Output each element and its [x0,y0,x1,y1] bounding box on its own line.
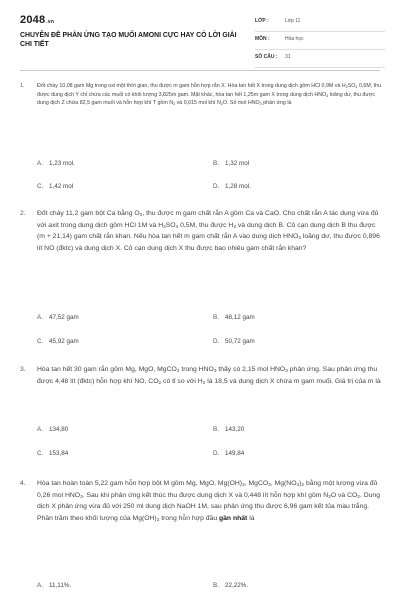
option-text: 50,72 gam [225,338,255,345]
option-letter: A. [37,582,43,589]
option-letter: D. [213,338,220,345]
question-number: 3. [20,366,26,373]
question-text: Hòa tan hết 30 gam rắn gồm Mg, MgO, MgCO$_3$ trong $HNO_3$ thấy có 2,15 mol $HNO_3$ phản ứng. Sau phản ứng thu được 4,48 lít (đktc) hỗn hợp khí NO, $CO_2$ có tỉ so với $H_2$ là 18,5 và dung dịch X chứa m gam muối. Giá trị của m là [37,366,381,386]
question-number: 4. [20,480,26,487]
meta-row-subject [255,32,385,50]
meta-value: Hóa học [285,36,304,42]
meta-key: MÔN : [255,36,270,42]
option-letter: A. [37,426,43,433]
meta-value: 31 [285,54,291,60]
option-text: 11,11%. [49,582,72,589]
worksheet-header [0,0,400,66]
option-text: 1,42 mol [49,183,74,190]
option-letter: A. [37,160,43,167]
meta-table [255,14,385,68]
option-letter: D. [213,183,220,190]
question-1 [20,82,385,192]
question-number: 2. [20,210,26,217]
option-text: 45,92 gam [49,338,79,345]
option-letter: A. [37,314,43,321]
meta-row-grade [255,14,385,32]
option-text: 1,32 mol [225,160,250,167]
site-logo[interactable]: 2048.vn [20,14,55,26]
question-text: Đốt cháy 10,08 gam Mg trong oxi một thời gian, thu được m gam hỗn hợp rắn X. Hòa tan hết X trong dung dịch gồm HCl 0,9M và $H_2SO_4$ 0,6M, thu được dung dịch Y chỉ chứa các muối có khối lượng 3,825m gam. Mặt khác, hòa tan hết 1,25m gam X trong dung dịch $HNO_3$ loãng dư, thu được dung dịch Z chứa 82,5 gam muối và hỗn hợp khí T gồm $N_2$ và 0,015 mol khí $N_2O$. Số mol $HNO_3$ phản ứng là [37,83,382,106]
meta-key: SỐ CÂU : [255,54,278,60]
option-text: 1,28 mol. [225,183,251,190]
question-text: Đốt cháy 11,2 gam bột Ca bằng $O_2$, thu được m gam chất rắn A gồm Ca và CaO. Cho chất rắn A tác dụng vừa đủ với axit trong dung dịch gồm HCl 1M và $H_2SO_4$ 0,5M, thu được $H_2$ và dung dịch B. Cô cạn dung dịch B thu được (m + 21,14) gam chất rắn khan. Nếu hòa tan hết m gam chất rắn A vào dung dịch $HNO_3$ loãng dư, thu được 0,896 lít NO (đktc) và dung dịch X. Cô cạn dung dịch X thu được bao nhiêu gam chất rắn khan? [37,210,380,252]
option-letter: C. [37,450,44,457]
option-text: 134,80 [49,426,69,433]
option-letter: D. [213,450,220,457]
option-letter: C. [37,338,44,345]
option-text: 143,20 [225,426,245,433]
question-text: Hòa tan hoàn toàn 5,22 gam hỗn hợp bột M gồm Mg, MgO, $Mg(OH)_2$, MgCO$_3$, $Mg(NO_3)_2$ bằng một lượng vừa đủ 0,26 mol $HNO_3$. Sau khi phản ứng kết thúc thu được dung dịch X và 0,448 lít hỗn hợp khí gồm $N_2O$ và $CO_2$. Dung dịch X phản ứng vừa đủ với 250 ml dung dịch NaOH 1M, sau phản ứng thu được 6,96 gam kết tủa màu trắng. Phần trăm theo khối lượng của $Mg(OH)_2$ trong hỗn hợp đầu gần nhất là [37,480,380,523]
option-text: 22,22%. [225,582,249,589]
question-3 [20,364,385,464]
option-letter: B. [213,426,219,433]
meta-row-count [255,50,385,68]
question-number: 1. [20,83,25,89]
question-4 [20,478,385,598]
worksheet-title: CHUYÊN ĐỀ PHẢN ỨNG TẠO MUỐI AMONI CỰC HAY CÓ LỜI GIẢI CHI TIẾT [20,32,237,48]
meta-key: LỚP : [255,18,269,24]
option-letter: C. [37,183,44,190]
option-text: 149,84 [225,450,245,457]
option-letter: B. [213,160,219,167]
option-letter: B. [213,582,219,589]
question-2 [20,208,385,348]
option-letter: B. [213,314,219,321]
meta-value: Lớp 11 [285,18,301,24]
option-text: 153,84 [49,450,69,457]
option-text: 47,52 gam [49,314,79,321]
header-divider [20,70,380,71]
option-text: 48,12 gam [225,314,255,321]
option-text: 1,23 mol. [49,160,75,167]
